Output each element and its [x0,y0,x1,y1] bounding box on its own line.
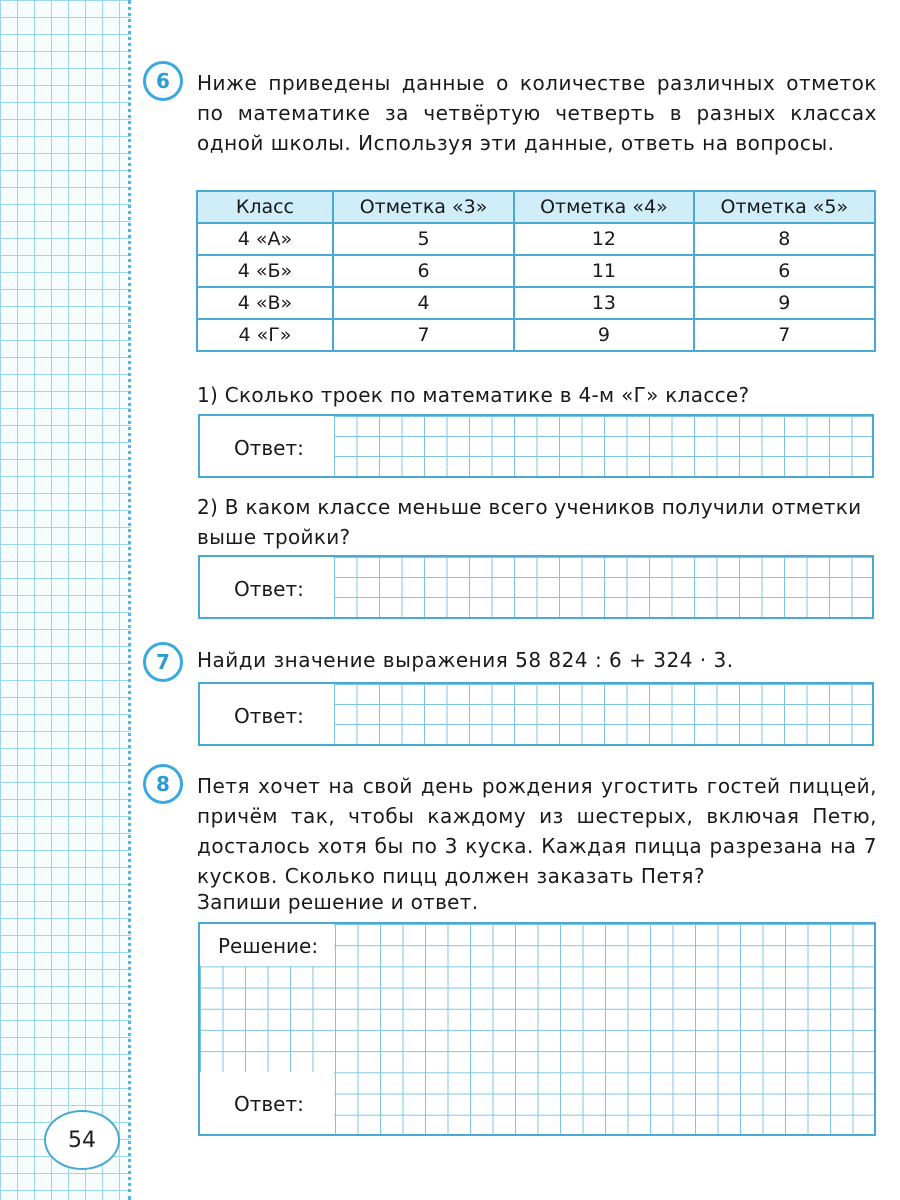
margin-grid [0,0,131,1200]
table-cell: 7 [694,319,875,351]
task-7-badge: 7 [143,642,183,682]
table-row [197,223,875,255]
task-6-badge: 6 [143,61,183,101]
table-cell: 4 [333,287,514,319]
table-cell: 9 [694,287,875,319]
page-number: 54 [44,1110,120,1170]
answer-label: Ответ: [234,1092,304,1116]
answer-grid [334,416,872,476]
task-8-solution-field[interactable] [198,922,876,1136]
table-row [197,319,875,351]
task-6-question-2: 2) В каком классе меньше всего учеников получили отметки выше тройки? [197,495,862,549]
table-cell: 4 «Б» [197,255,333,287]
table-cell: 8 [694,223,875,255]
table-row [197,287,875,319]
task-8-text: Петя хочет на свой день рождения угостить гостей пиццей, причём так, чтобы каждому из шестерых, включая Петю, досталось хотя бы по 3 куска. Каждая пицца разрезана на 7 кусков. Сколько пицц должен заказать Петя? [197,774,877,888]
table-cell: 13 [514,287,693,319]
table-cell: 4 «В» [197,287,333,319]
task-7-answer-field[interactable] [198,682,874,746]
answer-label: Ответ: [234,577,304,601]
task-8-badge: 8 [143,764,183,804]
table-cell: 12 [514,223,693,255]
answer-grid [334,557,872,617]
table-cell: 5 [333,223,514,255]
table-cell: 6 [333,255,514,287]
grades-table [196,190,876,352]
task-6-question-1: 1) Сколько троек по математике в 4-м «Г» классе? [197,383,750,407]
task-6-answer-1-field[interactable] [198,414,874,478]
solution-label: Решение: [218,934,319,958]
table-cell: 4 «А» [197,223,333,255]
table-header: Отметка «5» [694,191,875,223]
table-header: Отметка «3» [333,191,514,223]
answer-grid [334,684,872,744]
answer-label: Ответ: [234,436,304,460]
table-header-row [197,191,875,223]
task-8-instruction: Запиши решение и ответ. [197,890,479,914]
table-cell: 11 [514,255,693,287]
task-7-text: Найди значение выражения 58 824 : 6 + 324 · 3. [197,648,734,672]
table-cell: 4 «Г» [197,319,333,351]
answer-label: Ответ: [234,704,304,728]
table-header: Класс [197,191,333,223]
table-cell: 6 [694,255,875,287]
task-6-text: Ниже приведены данные о количестве различных отметок по математике за четвёртую четверть в разных классах одной школы. Используя эти данные, ответь на вопросы. [197,71,877,155]
table-cell: 9 [514,319,693,351]
task-6-answer-2-field[interactable] [198,555,874,619]
table-cell: 7 [333,319,514,351]
table-row [197,255,875,287]
table-header: Отметка «4» [514,191,693,223]
